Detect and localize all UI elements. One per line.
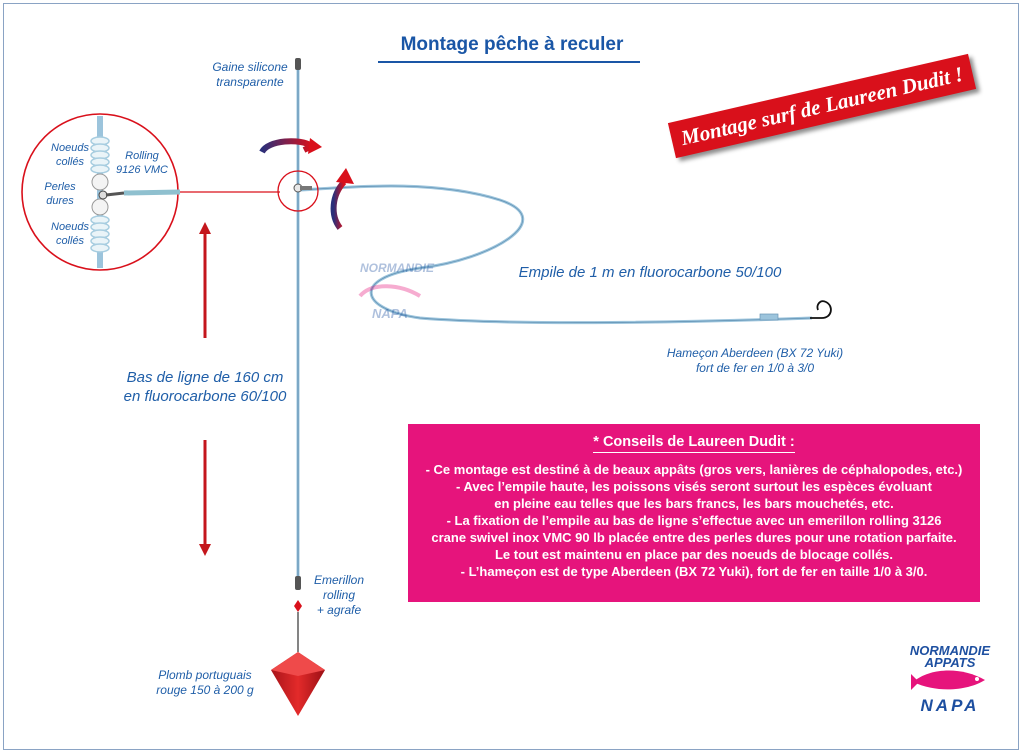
- hook-icon: [810, 301, 831, 318]
- tips-line: Le tout est maintenu en place par des noeuds de blocage collés.: [494, 547, 894, 562]
- logo-line1: NORMANDIE: [909, 643, 991, 658]
- dropper-line: [300, 186, 812, 323]
- tips-box: [408, 424, 980, 602]
- tips-line: - L’hameçon est de type Aberdeen (BX 72 Yuki), fort de fer en taille 1/0 à 3/0.: [460, 564, 928, 579]
- label-perles: Perles dures: [44, 181, 76, 207]
- sinker-icon: [271, 652, 325, 716]
- label-empile: Empile de 1 m en fluorocarbone 50/100: [518, 264, 782, 281]
- bead-lower-icon: [92, 199, 108, 215]
- bottom-swivel-clip-icon: [294, 576, 302, 652]
- normandie-appats-logo: [905, 640, 995, 720]
- label-rolling: Rolling 9126 VMC: [116, 150, 168, 176]
- label-bas-de-ligne: Bas de ligne de 160 cm en fluorocarbone 60/100: [123, 369, 287, 405]
- label-gaine: Gaine silicone transparente: [212, 60, 288, 89]
- svg-text:NAPA: NAPA: [372, 306, 408, 321]
- length-arrow-down-icon: [199, 440, 211, 556]
- hook-sleeve: [760, 314, 778, 320]
- main-line: [295, 58, 301, 578]
- label-emerillon: Emerillon rolling + agrafe: [313, 573, 364, 617]
- title-underline: [378, 61, 640, 63]
- label-noeuds-lower: Noeuds collés: [51, 221, 89, 247]
- rotation-arrow-horizontal-icon: [262, 138, 322, 154]
- page-title: Montage pêche à reculer: [400, 34, 624, 55]
- svg-text:NORMANDIE: NORMANDIE: [360, 261, 434, 275]
- logo-line2: APPATS: [924, 655, 976, 670]
- tips-title: * Conseils de Laureen Dudit :: [593, 434, 794, 453]
- logo-line3: NAPA: [920, 696, 980, 715]
- tips-line: - Avec l’empile haute, les poissons visés seront surtout les espèces évoluant: [456, 479, 932, 494]
- top-swivel-icon: [295, 58, 301, 70]
- bead-upper-icon: [92, 174, 108, 190]
- label-plomb: Plomb portuguais rouge 150 à 200 g: [156, 668, 254, 697]
- label-hamecon: Hameçon Aberdeen (BX 72 Yuki) fort de fer en 1/0 à 3/0: [666, 346, 844, 375]
- tips-line: - La fixation de l’empile au bas de ligne s’effectue avec un emerillon rolling 3126: [446, 513, 942, 528]
- tips-line: en pleine eau telles que les bars francs, les bars mouchetés, etc.: [494, 496, 894, 511]
- label-noeuds-upper: Noeuds collés: [51, 142, 89, 168]
- length-arrow-up-icon: [199, 222, 211, 338]
- banner-laureen: Montage surf de Laureen Dudit !: [668, 54, 976, 158]
- rotation-arrow-vertical-icon: [334, 168, 354, 228]
- tips-line: crane swivel inox VMC 90 lb placée entre des perles dures pour une rotation parfaite.: [431, 530, 957, 545]
- tips-line: - Ce montage est destiné à de beaux appâts (gros vers, lanières de céphalopodes, etc.): [425, 462, 963, 477]
